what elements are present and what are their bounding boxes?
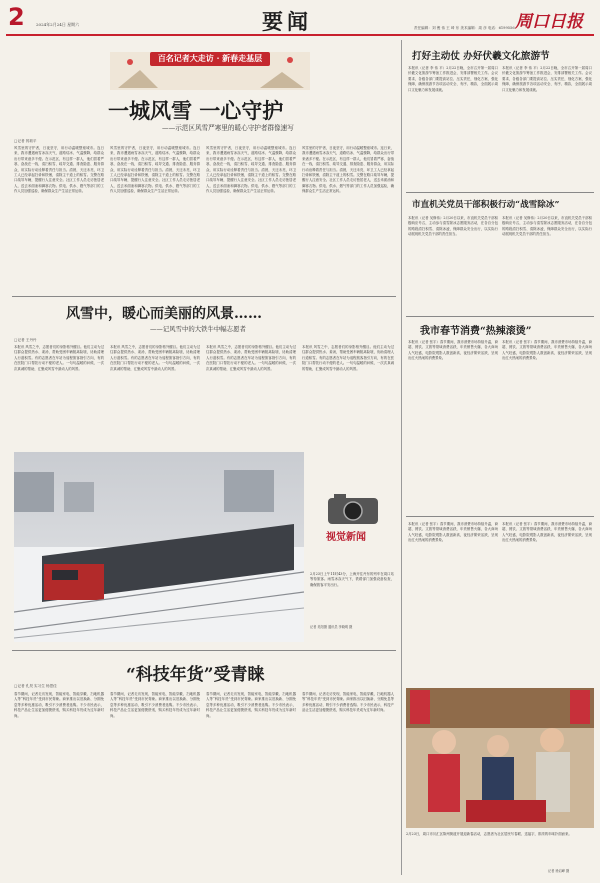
photo-caption: 2月23日上午11时43分，上海开往丹东的列车在周口站等待旅客。雨雪冰冻天气下，铁路部门加强设备检查，确保旅客平安出行。 xyxy=(310,572,394,587)
story2-subhead: ——记风雪中的大铁牛中幅志愿者 xyxy=(150,325,246,333)
column-divider xyxy=(401,40,402,875)
spring-festival-image xyxy=(406,688,594,828)
story5-body-col2: 本报讯（记者 张宇）春节期间，我市消费市场持续升温，商超、餐饮、文旅等领域消费活跃，年货销售火爆，各大商场人气旺盛，电影院观影人数创新高，夜经济繁荣活跃，呈现出红火热闹的消费景象。 xyxy=(502,340,592,361)
editor-line: 责任编辑：刘 俊 伟 王 琦 东 美术编辑：周 彦 电话：6199556 xyxy=(414,26,515,30)
story2-body-col3: 本报讯 风雪之中，志愿者们的身影格外醒目。他们主动为过往群众提供热水、姜汤，帮助受困车辆脱离险境，协助清理人行道积雪。有的志愿者在车站为返程旅客指引方向，有的在医院门口帮扶行动不便的老人。一句句温暖的问候，一次次真诚的帮助，汇聚成风雪中最动人的风景。 xyxy=(206,345,296,371)
story3-body-col1: 本报讯（记者 李 伟 平）2月22日晚，全市召开第一届周口伏羲文化旅游节筹备工作推进会，安排部署相关工作。会议要求，各级各部门要提高站位、压实责任，细化方案、强化保障，确保旅游节各项活动安全、有序、精彩，全面展示周口文化魅力和发展成就。 xyxy=(408,66,498,92)
story6-body-col2: 春节期间，记者走访发现，智能家电、智能穿戴、扫地机器人等“科技年货”受到市民青睐。商家推出以旧换新、分期免息等多种优惠活动，吸引不少消费者选购。不少市民表示，科技产品让生活更加便捷舒适，购买科技年货成为过年新时尚。 xyxy=(110,692,200,718)
photo-credit: 记者 吴阳摄 通讯员 李晓明 摄 xyxy=(310,625,353,629)
page-number: 2 xyxy=(8,3,25,31)
story5-body-col1: 本报讯（记者 张宇）春节期间，我市消费市场持续升温，商超、餐饮、文旅等领域消费活跃，年货销售火爆，各大商场人气旺盛，电影院观影人数创新高，夜经济繁荣活跃，呈现出红火热闹的消费景象。 xyxy=(408,340,498,361)
story5-continued-col1: 本报讯（记者 张宇）春节期间，我市消费市场持续升温，商超、餐饮、文旅等领域消费活跃，年货销售火爆，各大商场人气旺盛，电影院观影人数创新高，夜经济繁荣活跃，呈现出红火热闹的消费景象。 xyxy=(408,522,498,543)
story1-byline: □记者 郭莉平 xyxy=(14,139,37,143)
story5-headline: 我市春节消费“热辣滚烫” xyxy=(420,326,532,337)
story2-body-col4: 本报讯 风雪之中，志愿者们的身影格外醒目。他们主动为过往群众提供热水、姜汤，帮助受困车辆脱离险境，协助清理人行道积雪。有的志愿者在车站为返程旅客指引方向，有的在医院门口帮扶行动不便的老人。一句句温暖的问候，一次次真诚的帮助，汇聚成风雪中最动人的风景。 xyxy=(302,345,394,371)
story2-divider xyxy=(12,650,396,651)
story4-body-col2: 本报讯（记者 吴修伟）2月20日以来，市直机关党员干部积极响应号召，主动参与清雪除冰志愿服务活动，在各自分包的路段清扫积雪、清除冰凌，保障群众安全出行，以实际行动展现机关党员干部的责任担当。 xyxy=(502,216,592,237)
story2-headline: 风雪中，暖心而美丽的风景…… xyxy=(66,306,262,322)
story6-headline: “科技年货”受青睐 xyxy=(126,665,265,685)
story5-divider xyxy=(406,516,594,517)
video-badge xyxy=(314,488,394,548)
date-line: 2024年2月24日 星期六 xyxy=(36,22,80,27)
story6-body-col3: 春节期间，记者走访发现，智能家电、智能穿戴、扫地机器人等“科技年货”受到市民青睐。商家推出以旧换新、分期免息等多种优惠活动，吸引不少消费者选购。不少市民表示，科技产品让生活更加便捷舒适，购买科技年货成为过年新时尚。 xyxy=(206,692,296,718)
section-title: 要闻 xyxy=(262,9,312,34)
banner-art xyxy=(110,42,310,90)
masthead-rule xyxy=(6,34,594,36)
story1-divider xyxy=(12,296,396,297)
story1-body-col2: 风雪里的守护者，日夜坚守，用行动温暖整座城市。连日来，我市遭遇雨雪冰冻天气，道路结冰、气温骤降，给群众出行带来诸多不便。在示范区，有这样一群人，他们冒着严寒，奋战在一线，清扫积雪、疏导交通、排查隐患、服务群众，用实际行动诠释着责任与担当。清晨，天还未亮，环卫工人已经拿起扫帚和铁锹，清除主干道上的积雪。交警在路口疏导车辆，提醒行人注意安全。社区工作人员走访独居老人，送去米面油和御寒衣物。供电、供水、燃气等部门的工作人员加强巡检，确保群众生产生活正常运转。 xyxy=(110,146,200,194)
story3-divider xyxy=(406,192,594,193)
masthead xyxy=(0,0,600,40)
story2-body-col2: 本报讯 风雪之中，志愿者们的身影格外醒目。他们主动为过往群众提供热水、姜汤，帮助受困车辆脱离险境，协助清理人行道积雪。有的志愿者在车站为返程旅客指引方向，有的在医院门口帮扶行动不便的老人。一句句温暖的问候，一次次真诚的帮助，汇聚成风雪中最动人的风景。 xyxy=(110,345,200,371)
story1-headline: 一城风雪 一心守护 xyxy=(108,98,284,123)
story5-continued-col2: 本报讯（记者 张宇）春节期间，我市消费市场持续升温，商超、餐饮、文旅等领域消费活跃，年货销售火爆，各大商场人气旺盛，电影院观影人数创新高，夜经济繁荣活跃，呈现出红火热闹的消费景象。 xyxy=(502,522,592,543)
video-label: 视觉新闻 xyxy=(326,532,366,543)
story4-divider xyxy=(406,316,594,317)
camera-icon xyxy=(314,488,394,528)
story6-body-col1: 春节期间，记者走访发现，智能家电、智能穿戴、扫地机器人等“科技年货”受到市民青睐。商家推出以旧换新、分期免息等多种优惠活动，吸引不少消费者选购。不少市民表示，科技产品让生活更加便捷舒适，购买科技年货成为过年新时尚。 xyxy=(14,692,104,718)
bottom-credit: 记者 徐启峰 摄 xyxy=(548,869,570,873)
story3-headline: 打好主动仗 办好伏羲文化旅游节 xyxy=(412,51,550,62)
story1-body-col4: 风雪里的守护者，日夜坚守，用行动温暖整座城市。连日来，我市遭遇雨雪冰冻天气，道路结冰、气温骤降，给群众出行带来诸多不便。在示范区，有这样一群人，他们冒着严寒，奋战在一线，清扫积雪、疏导交通、排查隐患、服务群众，用实际行动诠释着责任与担当。清晨，天还未亮，环卫工人已经拿起扫帚和铁锹，清除主干道上的积雪。交警在路口疏导车辆，提醒行人注意安全。社区工作人员走访独居老人，送去米面油和御寒衣物。供电、供水、燃气等部门的工作人员加强巡检，确保群众生产生活正常运转。 xyxy=(302,146,394,194)
story2-byline: □记者 王丹丹 xyxy=(14,338,37,342)
story1-body-col3: 风雪里的守护者，日夜坚守，用行动温暖整座城市。连日来，我市遭遇雨雪冰冻天气，道路结冰、气温骤降，给群众出行带来诸多不便。在示范区，有这样一群人，他们冒着严寒，奋战在一线，清扫积雪、疏导交通、排查隐患、服务群众，用实际行动诠释着责任与担当。清晨，天还未亮，环卫工人已经拿起扫帚和铁锹，清除主干道上的积雪。交警在路口疏导车辆，提醒行人注意安全。社区工作人员走访独居老人，送去米面油和御寒衣物。供电、供水、燃气等部门的工作人员加强巡检，确保群众生产生活正常运转。 xyxy=(206,146,296,194)
paper-logo: 周口日报 xyxy=(515,12,583,32)
story1-body-col1: 风雪里的守护者，日夜坚守，用行动温暖整座城市。连日来，我市遭遇雨雪冰冻天气，道路结冰、气温骤降，给群众出行带来诸多不便。在示范区，有这样一群人，他们冒着严寒，奋战在一线，清扫积雪、疏导交通、排查隐患、服务群众，用实际行动诠释着责任与担当。清晨，天还未亮，环卫工人已经拿起扫帚和铁锹，清除主干道上的积雪。交警在路口疏导车辆，提醒行人注意安全。社区工作人员走访独居老人，送去米面油和御寒衣物。供电、供水、燃气等部门的工作人员加强巡检，确保群众生产生活正常运转。 xyxy=(14,146,104,194)
train-snow-image xyxy=(14,452,304,642)
story1-subhead: ——示范区风雪严寒里的暖心守护者群像速写 xyxy=(162,124,294,132)
story3-body-col2: 本报讯（记者 李 伟 平）2月22日晚，全市召开第一届周口伏羲文化旅游节筹备工作推进会，安排部署相关工作。会议要求，各级各部门要提高站位、压实责任，细化方案、强化保障，确保旅游节各项活动安全、有序、精彩，全面展示周口文化魅力和发展成就。 xyxy=(502,66,592,92)
community-photo xyxy=(406,688,594,828)
story6-body-col4: 春节期间，记者走访发现，智能家电、智能穿戴、扫地机器人等“科技年货”受到市民青睐。商家推出以旧换新、分期免息等多种优惠活动，吸引不少消费者选购。不少市民表示，科技产品让生活更加便捷舒适，购买科技年货成为过年新时尚。 xyxy=(302,692,394,713)
banner-text: 百名记者大走访 · 新春走基层 xyxy=(157,53,263,63)
bottom-caption: 2月23日，周口市川汇区陈州街道开展迎新春活动，志愿者为社区居民写春联、送福字，浓浓的年味扑面而来。 xyxy=(406,832,572,836)
story2-body-col1: 本报讯 风雪之中，志愿者们的身影格外醒目。他们主动为过往群众提供热水、姜汤，帮助受困车辆脱离险境，协助清理人行道积雪。有的志愿者在车站为返程旅客指引方向，有的在医院门口帮扶行动不便的老人。一句句温暖的问候，一次次真诚的帮助，汇聚成风雪中最动人的风景。 xyxy=(14,345,104,371)
story4-headline: 市直机关党员干部积极行动“战雪除冰” xyxy=(412,200,560,210)
story4-body-col1: 本报讯（记者 吴修伟）2月20日以来，市直机关党员干部积极响应号召，主动参与清雪除冰志愿服务活动，在各自分包的路段清扫积雪、清除冰凌，保障群众安全出行，以实际行动展现机关党员干部的责任担当。 xyxy=(408,216,498,237)
train-photo xyxy=(14,452,304,642)
snow-village-illustration xyxy=(110,42,310,90)
story6-byline: □记者 孔昊 实习生 杨思佳 xyxy=(14,684,57,688)
